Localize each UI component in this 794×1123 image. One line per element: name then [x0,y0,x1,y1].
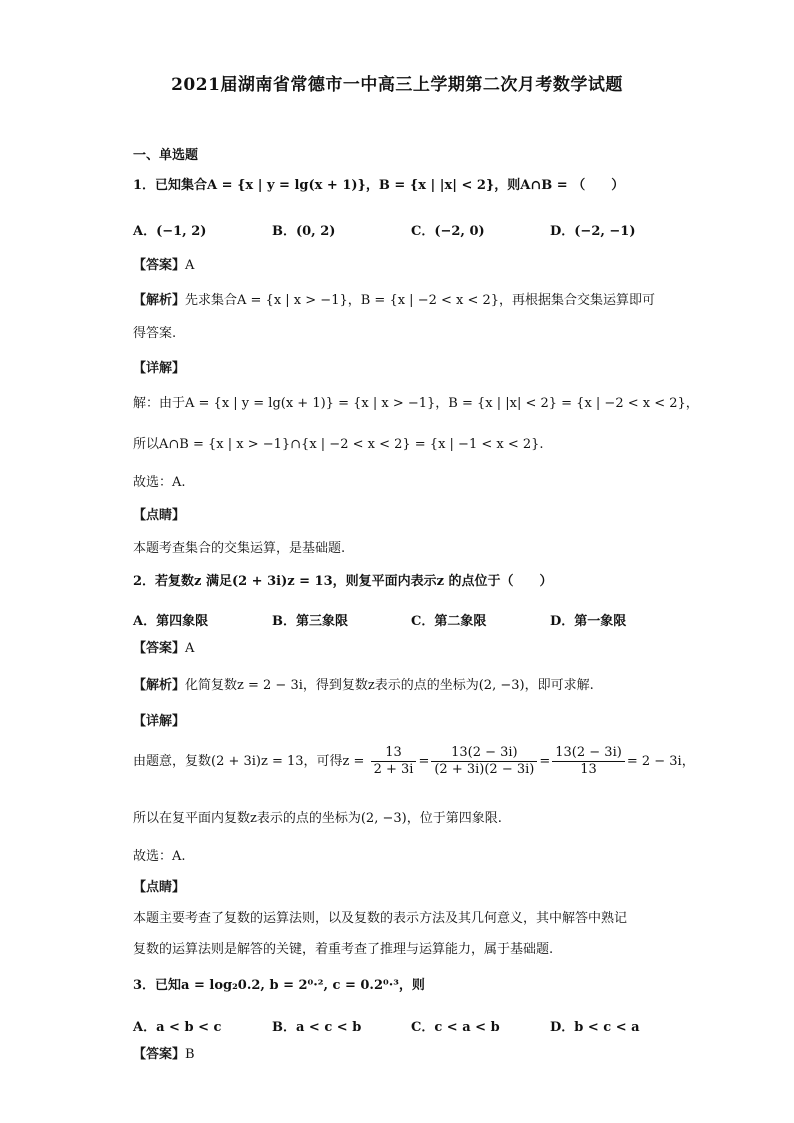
q1-option-a: A．(−1, 2) [133,224,207,239]
q2-detail-suffix: = 2 − 3i， [626,753,695,769]
q1-detail-tag: 【详解】 [133,361,186,376]
q1-comment: 本题考查集合的交集运算，是基础题. [133,541,346,556]
q1-analysis-line [133,293,684,309]
analysis-tag: 【解析】 [133,293,186,308]
answer-tag: 【答案】 [133,641,186,656]
fraction-2-denominator: (2 + 3i)(2 − 3i) [434,762,535,778]
fraction-1 [371,745,417,779]
analysis-tag: 【解析】 [133,678,186,693]
q2-option-d: D．第一象限 [550,614,627,629]
q2-comment-tag: 【点睛】 [133,880,186,895]
q1-detail-1: 解：由于A = {x | y = lg(x + 1)} = {x | x > −1}，B = {x | |x| < 2} = {x | −2 < x < 2}， [133,396,699,411]
q2-detail-2: 所以在复平面内复数z表示的点的坐标为(2, −3)，位于第四象限. [133,811,502,826]
q2-answer-line [133,641,684,657]
q3-option-d: D．b < c < a [550,1020,640,1035]
q2-comment-1: 本题主要考查了复数的运算法则，以及复数的表示方法及其几何意义，其中解答中熟记 [133,911,628,926]
q2-stem: 2．若复数z 满足(2 + 3i)z = 13，则复平面内表示z 的点位于（ ） [133,574,553,589]
q2-comment-2: 复数的运算法则是解答的关键，着重考查了推理与运算能力，属于基础题. [133,942,554,957]
q1-choose: 故选：A. [133,475,186,490]
section-heading: 一、单选题 [133,148,199,163]
q2-analysis-line [133,678,684,694]
q3-option-b: B．a < c < b [272,1020,362,1035]
q1-answer: A [185,258,195,273]
q1-comment-tag: 【点睛】 [133,508,186,523]
fraction-1-numerator: 13 [371,745,417,762]
q3-answer: B [185,1047,195,1062]
document-title: 2021届湖南省常德市一中高三上学期第二次月考数学试题 [171,75,623,95]
fraction-2-numerator: 13(2 − 3i) [431,745,537,762]
q1-analysis-cont: 得答案. [133,326,177,341]
q2-option-c: C．第二象限 [411,614,487,629]
q1-option-c: C．(−2, 0) [411,224,485,239]
q2-detail-tag: 【详解】 [133,714,186,729]
q3-stem: 3．已知a = log₂0.2, b = 2⁰·², c = 0.2⁰·³，则 [133,978,425,993]
q2-option-b: B．第三象限 [272,614,348,629]
q3-option-c: C．c < a < b [411,1020,500,1035]
q1-answer-line [133,258,684,274]
q2-answer: A [185,641,195,656]
q1-detail-2: 所以A∩B = {x | x > −1}∩{x | −2 < x < 2} = {x | −1 < x < 2}. [133,437,544,452]
q1-stem: 1．已知集合A = {x | y = lg(x + 1)}，B = {x | |x| < 2}，则A∩B = （ ） [133,178,625,193]
q3-answer-line [133,1047,684,1063]
q1-option-d: D．(−2, −1) [550,224,636,239]
q2-choose: 故选：A. [133,849,186,864]
q2-option-a: A．第四象限 [133,614,209,629]
q1-analysis-text: 先求集合A = {x | x > −1}，B = {x | −2 < x < 2}，再根据集合交集运算即可 [185,293,656,308]
fraction-3 [552,745,625,779]
q2-analysis-text: 化简复数z = 2 − 3i，得到复数z表示的点的坐标为(2, −3)，即可求解. [185,678,594,693]
q2-detail-prefix: 由题意，复数(2 + 3i)z = 13，可得z = [133,753,365,769]
fraction-1-denominator: 2 + 3i [373,762,414,778]
answer-tag: 【答案】 [133,258,186,273]
fraction-2 [431,745,537,779]
fraction-3-numerator: 13(2 − 3i) [552,745,625,762]
fraction-3-denominator: 13 [580,762,597,778]
q1-option-b: B．(0, 2) [272,224,336,239]
q2-detail-1: 由题意，复数(2 + 3i)z = 13，可得z = $\frac{13}{2 + 3i}$ = $\frac{13(2 - 3i)}{(2 + 3i)(2 - 3i)}$ = $\frac{13(2 - 3i)}{13}$ = 2 − 3i， [133,745,695,778]
answer-tag: 【答案】 [133,1047,186,1062]
q3-option-a: A．a < b < c [133,1020,222,1035]
